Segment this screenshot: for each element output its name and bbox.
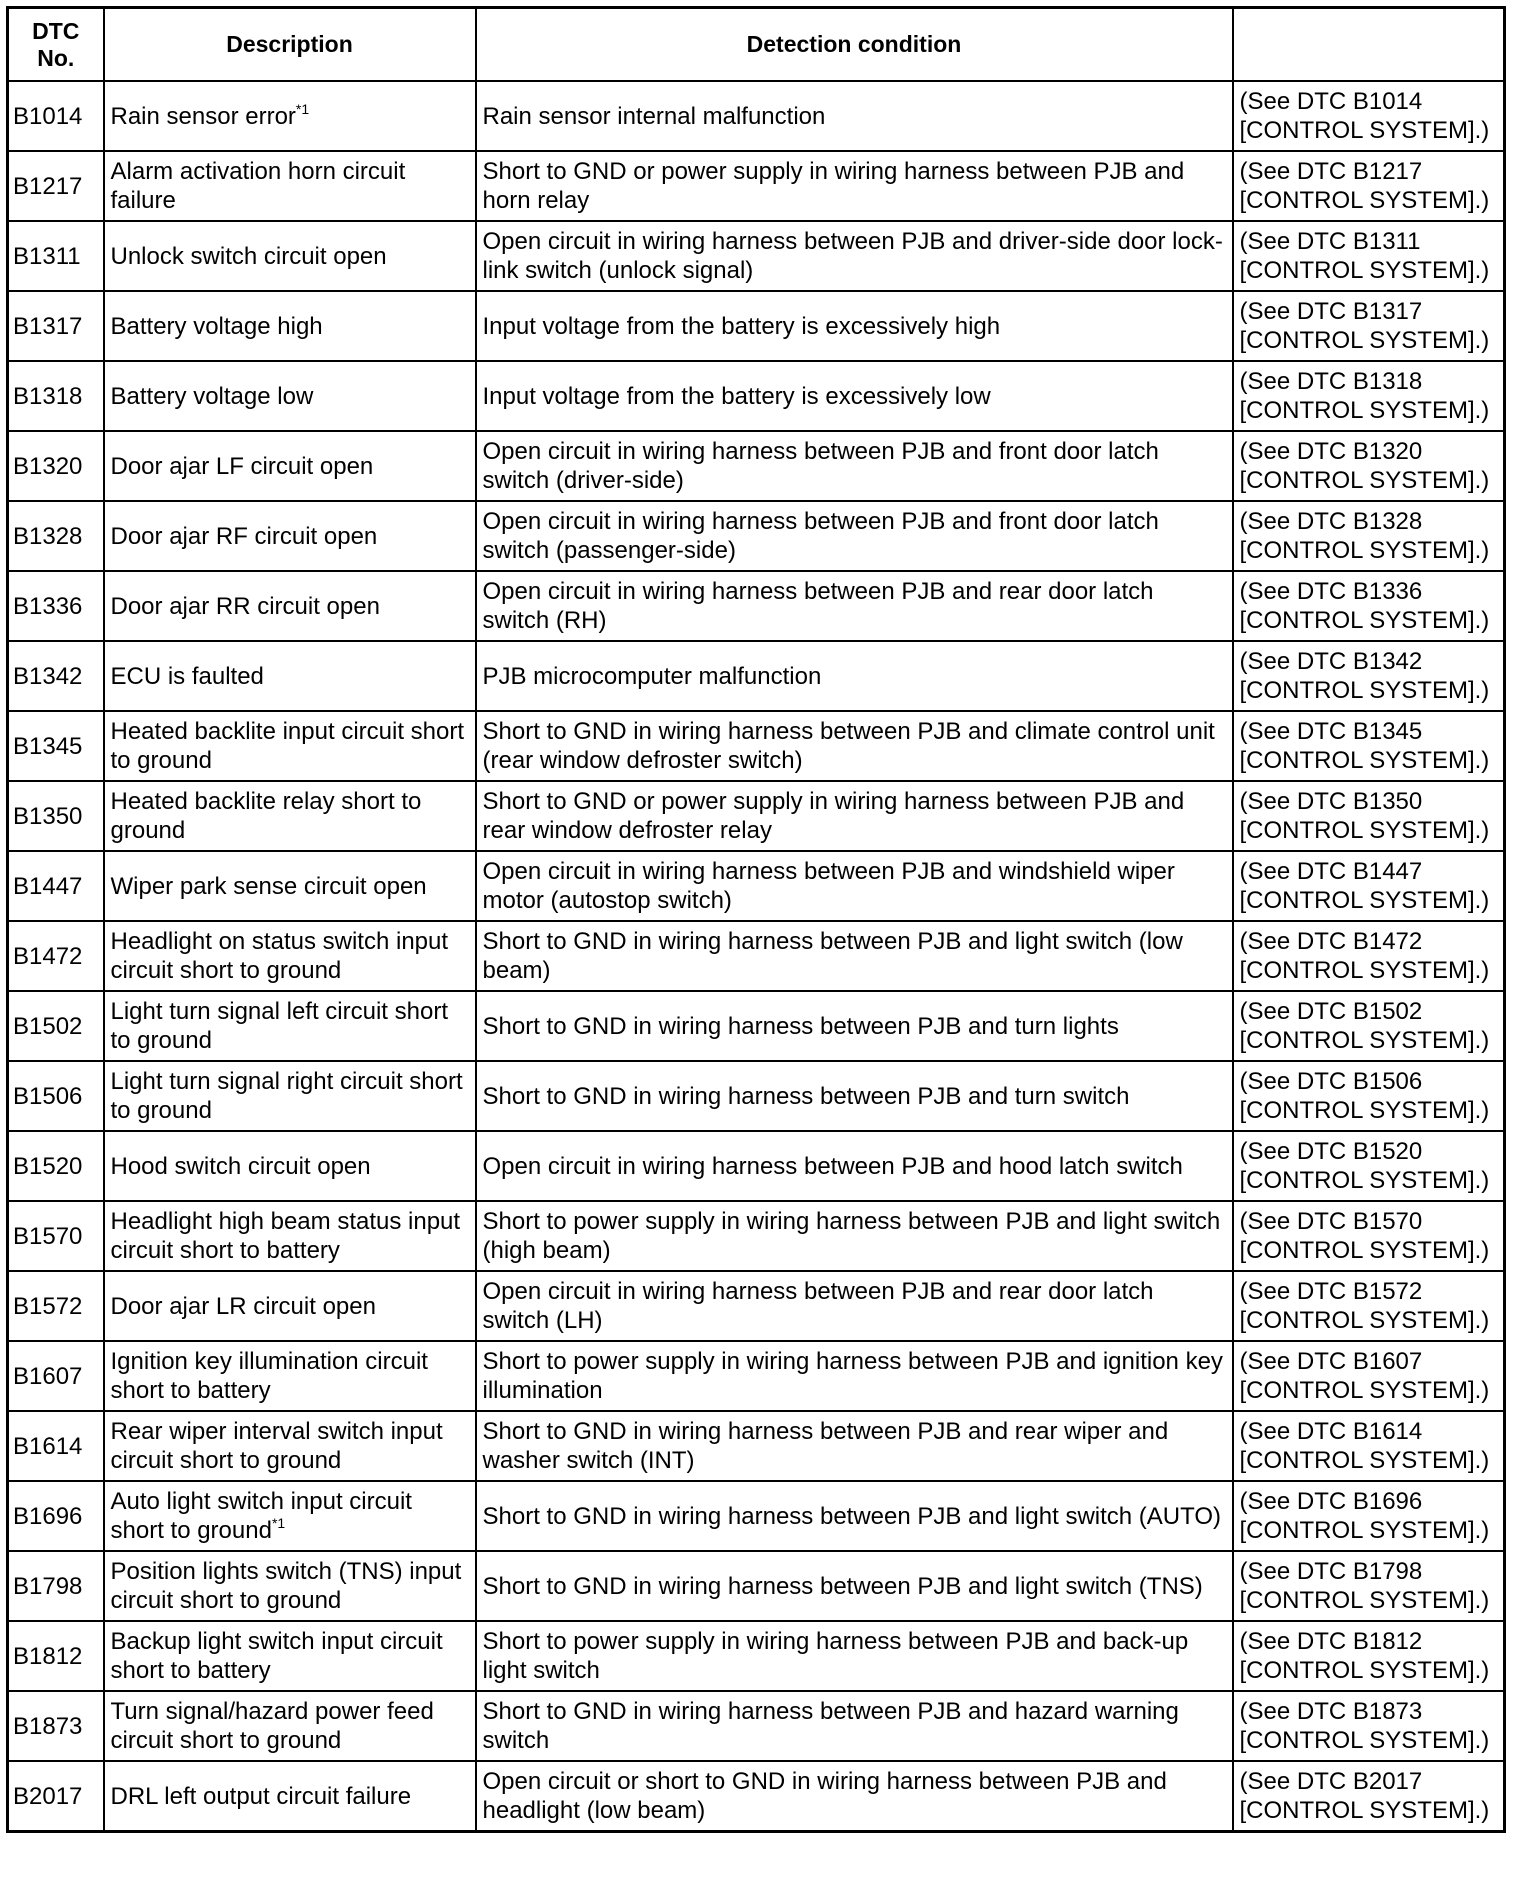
dtc-code-cell: B1311 [8, 221, 104, 291]
reference-cell: (See DTC B1345 [CONTROL SYSTEM].) [1233, 711, 1505, 781]
description-cell [104, 921, 476, 991]
dtc-code-cell: B2017 [8, 1761, 104, 1832]
reference-cell: (See DTC B1447 [CONTROL SYSTEM].) [1233, 851, 1505, 921]
reference-cell: (See DTC B1014 [CONTROL SYSTEM].) [1233, 81, 1505, 151]
detection-condition-cell: Short to GND in wiring harness between PJB and light switch (AUTO) [476, 1481, 1233, 1551]
description-text: Hood switch circuit open [110, 1152, 371, 1180]
description-text: Auto light switch input circuit short to ground [110, 1488, 412, 1544]
dtc-code-cell: B1798 [8, 1551, 104, 1621]
table-header-row [8, 8, 1505, 82]
description-cell [104, 431, 476, 501]
reference-cell: (See DTC B1873 [CONTROL SYSTEM].) [1233, 1691, 1505, 1761]
description-cell [104, 501, 476, 571]
description-cell [104, 221, 476, 291]
table-row [8, 781, 1505, 851]
description-cell [104, 1761, 476, 1832]
detection-condition-cell: Short to GND in wiring harness between PJB and light switch (TNS) [476, 1551, 1233, 1621]
description-cell [104, 1271, 476, 1341]
description-cell [104, 291, 476, 361]
description-cell [104, 571, 476, 641]
table-row [8, 991, 1505, 1061]
dtc-code-cell: B1873 [8, 1691, 104, 1761]
description-text: Wiper park sense circuit open [110, 872, 427, 900]
table-body [8, 81, 1505, 1832]
description-text: Heated backlite input circuit short to ground [110, 718, 465, 774]
description-cell [104, 641, 476, 711]
description-text: Rear wiper interval switch input circuit short to ground [110, 1418, 443, 1474]
detection-condition-cell: Short to GND in wiring harness between PJB and light switch (low beam) [476, 921, 1233, 991]
table-row [8, 1271, 1505, 1341]
table-row [8, 1691, 1505, 1761]
table-row [8, 851, 1505, 921]
description-text: Battery voltage high [110, 312, 323, 340]
table-row [8, 221, 1505, 291]
dtc-code-cell: B1320 [8, 431, 104, 501]
reference-cell: (See DTC B1506 [CONTROL SYSTEM].) [1233, 1061, 1505, 1131]
detection-condition-cell: Input voltage from the battery is excessively low [476, 361, 1233, 431]
description-cell [104, 361, 476, 431]
reference-cell: (See DTC B1318 [CONTROL SYSTEM].) [1233, 361, 1505, 431]
header-reference [1233, 8, 1505, 82]
detection-condition-cell: Open circuit in wiring harness between PJB and driver-side door lock-link switch (unlock signal) [476, 221, 1233, 291]
reference-cell: (See DTC B1607 [CONTROL SYSTEM].) [1233, 1341, 1505, 1411]
description-cell [104, 1061, 476, 1131]
dtc-code-cell: B1217 [8, 151, 104, 221]
dtc-code-cell: B1502 [8, 991, 104, 1061]
description-cell [104, 1201, 476, 1271]
dtc-code-cell: B1812 [8, 1621, 104, 1691]
detection-condition-cell: Short to power supply in wiring harness between PJB and light switch (high beam) [476, 1201, 1233, 1271]
dtc-code-cell: B1472 [8, 921, 104, 991]
description-text: Light turn signal right circuit short to ground [110, 1068, 463, 1124]
table-row [8, 921, 1505, 991]
detection-condition-cell: Short to GND or power supply in wiring harness between PJB and horn relay [476, 151, 1233, 221]
description-text: Heated backlite relay short to ground [110, 788, 422, 844]
dtc-code-cell: B1520 [8, 1131, 104, 1201]
detection-condition-cell: Short to GND in wiring harness between PJB and turn switch [476, 1061, 1233, 1131]
description-cell [104, 1551, 476, 1621]
footnote-marker: *1 [271, 1515, 286, 1531]
dtc-table [6, 6, 1506, 1833]
table-row [8, 361, 1505, 431]
dtc-code-cell: B1572 [8, 1271, 104, 1341]
reference-cell: (See DTC B1320 [CONTROL SYSTEM].) [1233, 431, 1505, 501]
reference-cell: (See DTC B1570 [CONTROL SYSTEM].) [1233, 1201, 1505, 1271]
description-text: ECU is faulted [110, 662, 264, 690]
dtc-code-cell: B1350 [8, 781, 104, 851]
reference-cell: (See DTC B1311 [CONTROL SYSTEM].) [1233, 221, 1505, 291]
table-row [8, 501, 1505, 571]
detection-condition-cell: Open circuit in wiring harness between PJB and rear door latch switch (RH) [476, 571, 1233, 641]
description-text: Door ajar LR circuit open [110, 1292, 376, 1320]
dtc-code-cell: B1447 [8, 851, 104, 921]
reference-cell: (See DTC B1217 [CONTROL SYSTEM].) [1233, 151, 1505, 221]
table-row [8, 711, 1505, 781]
detection-condition-cell: Input voltage from the battery is excessively high [476, 291, 1233, 361]
detection-condition-cell: Open circuit in wiring harness between PJB and front door latch switch (passenger-side) [476, 501, 1233, 571]
description-cell [104, 1481, 476, 1551]
reference-cell: (See DTC B1696 [CONTROL SYSTEM].) [1233, 1481, 1505, 1551]
table-row [8, 1341, 1505, 1411]
table-row [8, 81, 1505, 151]
reference-cell: (See DTC B1328 [CONTROL SYSTEM].) [1233, 501, 1505, 571]
description-text: Alarm activation horn circuit failure [110, 158, 406, 214]
detection-condition-cell: Open circuit in wiring harness between PJB and hood latch switch [476, 1131, 1233, 1201]
table-row [8, 1201, 1505, 1271]
detection-condition-cell: Short to GND in wiring harness between PJB and turn lights [476, 991, 1233, 1061]
detection-condition-cell: PJB microcomputer malfunction [476, 641, 1233, 711]
detection-condition-cell: Open circuit in wiring harness between PJB and windshield wiper motor (autostop switch) [476, 851, 1233, 921]
description-text: Light turn signal left circuit short to ground [110, 998, 448, 1054]
table-row [8, 431, 1505, 501]
reference-cell: (See DTC B1350 [CONTROL SYSTEM].) [1233, 781, 1505, 851]
dtc-code-cell: B1607 [8, 1341, 104, 1411]
description-cell [104, 1621, 476, 1691]
reference-cell: (See DTC B1342 [CONTROL SYSTEM].) [1233, 641, 1505, 711]
dtc-code-cell: B1342 [8, 641, 104, 711]
detection-condition-cell: Open circuit in wiring harness between PJB and rear door latch switch (LH) [476, 1271, 1233, 1341]
footnote-marker: *1 [295, 100, 310, 117]
table-row [8, 1411, 1505, 1481]
reference-cell: (See DTC B1812 [CONTROL SYSTEM].) [1233, 1621, 1505, 1691]
description-text: DRL left output circuit failure [110, 1782, 412, 1810]
table-row [8, 1551, 1505, 1621]
description-text: Door ajar RF circuit open [110, 522, 378, 550]
table-row [8, 291, 1505, 361]
table-row [8, 1061, 1505, 1131]
reference-cell: (See DTC B1520 [CONTROL SYSTEM].) [1233, 1131, 1505, 1201]
description-cell [104, 851, 476, 921]
description-text: Ignition key illumination circuit short to battery [110, 1348, 428, 1404]
detection-condition-cell: Open circuit in wiring harness between PJB and front door latch switch (driver-side) [476, 431, 1233, 501]
dtc-code-cell: B1506 [8, 1061, 104, 1131]
description-cell [104, 1691, 476, 1761]
dtc-code-cell: B1317 [8, 291, 104, 361]
reference-cell: (See DTC B1472 [CONTROL SYSTEM].) [1233, 921, 1505, 991]
table-row [8, 571, 1505, 641]
dtc-code-cell: B1614 [8, 1411, 104, 1481]
reference-cell: (See DTC B1317 [CONTROL SYSTEM].) [1233, 291, 1505, 361]
detection-condition-cell: Short to power supply in wiring harness between PJB and ignition key illumination [476, 1341, 1233, 1411]
dtc-code-cell: B1014 [8, 81, 104, 151]
dtc-table-container [6, 6, 1503, 1833]
description-text: Headlight high beam status input circuit short to battery [110, 1208, 461, 1264]
description-cell [104, 991, 476, 1061]
description-text: Headlight on status switch input circuit short to ground [110, 928, 449, 984]
description-text: Door ajar RR circuit open [110, 592, 380, 620]
detection-condition-cell: Rain sensor internal malfunction [476, 81, 1233, 151]
detection-condition-cell: Short to GND or power supply in wiring harness between PJB and rear window defroster relay [476, 781, 1233, 851]
description-cell [104, 81, 476, 151]
detection-condition-cell: Short to GND in wiring harness between PJB and climate control unit (rear window defroster switch) [476, 711, 1233, 781]
description-cell [104, 1341, 476, 1411]
detection-condition-cell: Short to power supply in wiring harness between PJB and back-up light switch [476, 1621, 1233, 1691]
header-description: Description [104, 8, 476, 82]
table-row [8, 1761, 1505, 1832]
description-cell [104, 781, 476, 851]
header-detection-condition: Detection condition [476, 8, 1233, 82]
detection-condition-cell: Short to GND in wiring harness between PJB and hazard warning switch [476, 1691, 1233, 1761]
description-cell [104, 1411, 476, 1481]
description-text: Rain sensor error [110, 102, 296, 130]
reference-cell: (See DTC B1572 [CONTROL SYSTEM].) [1233, 1271, 1505, 1341]
reference-cell: (See DTC B1614 [CONTROL SYSTEM].) [1233, 1411, 1505, 1481]
table-row [8, 1131, 1505, 1201]
header-dtc-no: DTC No. [8, 8, 104, 82]
reference-cell: (See DTC B1336 [CONTROL SYSTEM].) [1233, 571, 1505, 641]
table-row [8, 641, 1505, 711]
table-row [8, 1481, 1505, 1551]
dtc-code-cell: B1328 [8, 501, 104, 571]
table-row [8, 151, 1505, 221]
reference-cell: (See DTC B2017 [CONTROL SYSTEM].) [1233, 1761, 1505, 1832]
detection-condition-cell: Open circuit or short to GND in wiring harness between PJB and headlight (low beam) [476, 1761, 1233, 1832]
description-text: Door ajar LF circuit open [110, 452, 374, 480]
description-cell [104, 711, 476, 781]
description-text: Backup light switch input circuit short to battery [110, 1628, 443, 1684]
detection-condition-cell: Short to GND in wiring harness between PJB and rear wiper and washer switch (INT) [476, 1411, 1233, 1481]
description-text: Unlock switch circuit open [110, 242, 387, 270]
dtc-code-cell: B1336 [8, 571, 104, 641]
description-text: Turn signal/hazard power feed circuit short to ground [110, 1698, 434, 1754]
dtc-code-cell: B1345 [8, 711, 104, 781]
reference-cell: (See DTC B1798 [CONTROL SYSTEM].) [1233, 1551, 1505, 1621]
description-text: Position lights switch (TNS) input circuit short to ground [110, 1558, 462, 1614]
reference-cell: (See DTC B1502 [CONTROL SYSTEM].) [1233, 991, 1505, 1061]
description-cell [104, 1131, 476, 1201]
table-row [8, 1621, 1505, 1691]
dtc-code-cell: B1570 [8, 1201, 104, 1271]
description-cell [104, 151, 476, 221]
dtc-code-cell: B1696 [8, 1481, 104, 1551]
dtc-code-cell: B1318 [8, 361, 104, 431]
description-text: Battery voltage low [110, 382, 314, 410]
